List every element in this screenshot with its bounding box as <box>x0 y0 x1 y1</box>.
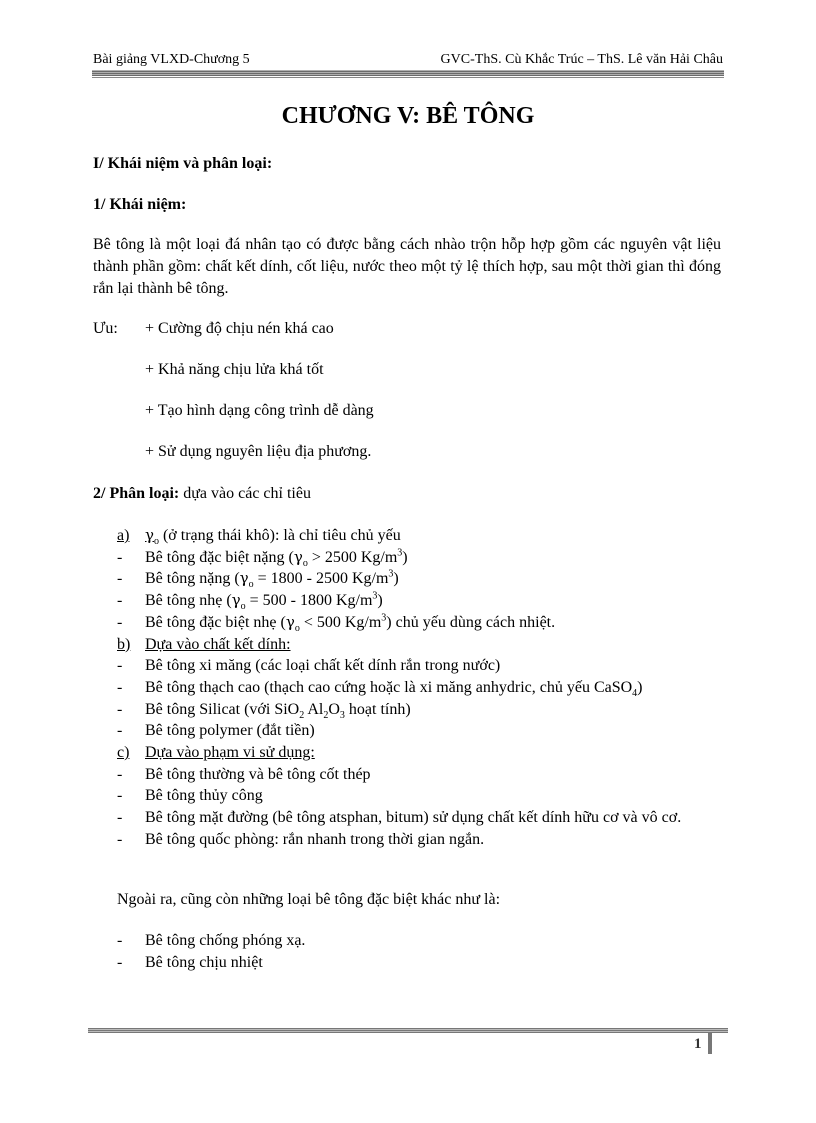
group-b-heading <box>117 634 723 656</box>
subsection-heading-2-rest: dựa vào các chỉ tiêu <box>179 485 311 502</box>
definition-paragraph: Bê tông là một loại đá nhân tạo có được bằng cách nhào trộn hỗp hợp gồm các nguyên vật liệu thành phần gồm: chất kết dính, cốt liệu, nước theo một tỷ lệ thích hợp, sau một thời gian thì đóng rắn lại thành bê tông. <box>93 236 721 297</box>
header-rule-thin <box>92 77 724 78</box>
group-a-text: $\gamma_o$ (ở trạng thái khô): là chỉ tiêu chủ yếu <box>145 526 401 548</box>
group-c-marker: c) <box>117 744 130 762</box>
advantage-item: + Tạo hình dạng công trình dễ dàng <box>145 402 374 419</box>
page-number-bar <box>708 1033 712 1054</box>
list-item: - Bê tông thường và bê tông cốt thép <box>117 765 371 783</box>
group-b-label: Dựa vào chất kết dính: <box>145 635 291 653</box>
list-item: - Bê tông chống phóng xạ. <box>117 932 306 949</box>
advantage-item: + Sử dụng nguyên liệu địa phương. <box>145 443 372 460</box>
list-item: - Bê tông nhẹ ($\gamma_o = 500 - 1800$ $Kg/m^3$) <box>117 590 383 613</box>
footer-rule <box>88 1028 728 1033</box>
list-item: - Bê tông thạch cao (thạch cao cứng hoặc là xi măng anhydric, chủ yếu CaSO$_4$) <box>117 678 643 700</box>
group-a-marker: a) <box>117 527 130 544</box>
list-item: - Bê tông đặc biệt nhẹ ($\gamma_o < 500$ $Kg/m^3$) chủ yếu dùng cách nhiệt. <box>117 612 556 634</box>
subsection-heading-1: 1/ Khái niệm: <box>93 196 187 213</box>
gamma-symbol: γ <box>145 526 154 544</box>
advantage-item: + Khả năng chịu lửa khá tốt <box>145 361 324 378</box>
subsection-heading-2 <box>93 483 311 504</box>
header-right: GVC-ThS. Cù Khắc Trúc – ThS. Lê văn Hải Châu <box>440 52 723 67</box>
list-item: - Bê tông Silicat (với SiO$_2$ $Al_2O_3$ hoạt tính) <box>117 700 411 721</box>
advantages-label: Ưu: <box>93 320 118 337</box>
chapter-title: CHƯƠNG V: BÊ TÔNG <box>281 103 535 129</box>
section-heading-1: I/ Khái niệm và phân loại: <box>93 155 273 172</box>
list-item: - Bê tông xi măng (các loại chất kết dính rắn trong nước) <box>117 657 501 675</box>
group-a-heading <box>117 525 723 547</box>
header-left: Bài giảng VLXD-Chương 5 <box>93 52 250 67</box>
list-item: - Bê tông quốc phòng: rắn nhanh trong thời gian ngắn. <box>117 830 485 848</box>
list-item: - Bê tông chịu nhiệt <box>117 953 263 971</box>
list-item: - Bê tông đặc biệt nặng ($\gamma_o > 2500$ $Kg/m^3$) <box>117 547 408 569</box>
list-item: - Bê tông polymer (đắt tiền) <box>117 722 315 740</box>
header-rule <box>92 70 724 76</box>
subsection-heading-2-label: 2/ Phân loại: <box>93 485 180 502</box>
list-item: - Bê tông mặt đường (bê tông atsphan, bitum) sử dụng chất kết dính hữu cơ và vô cơ. <box>117 809 682 827</box>
list-item: - Bê tông nặng ($\gamma_o = 1800 - 2500$ $Kg/m^3$) <box>117 569 399 591</box>
advantage-item: + Cường độ chịu nén khá cao <box>145 320 334 337</box>
special-list <box>117 930 723 973</box>
group-c-label: Dựa vào phạm vi sử dụng: <box>145 744 315 762</box>
group-b-marker: b) <box>117 635 131 653</box>
group-c-heading <box>117 742 723 764</box>
classification-list <box>117 525 723 851</box>
list-item: - Bê tông thủy công <box>117 787 263 805</box>
note-paragraph: Ngoài ra, cũng còn những loại bê tông đặc biệt khác như là: <box>117 891 501 908</box>
page-number: 1 <box>694 1036 702 1052</box>
